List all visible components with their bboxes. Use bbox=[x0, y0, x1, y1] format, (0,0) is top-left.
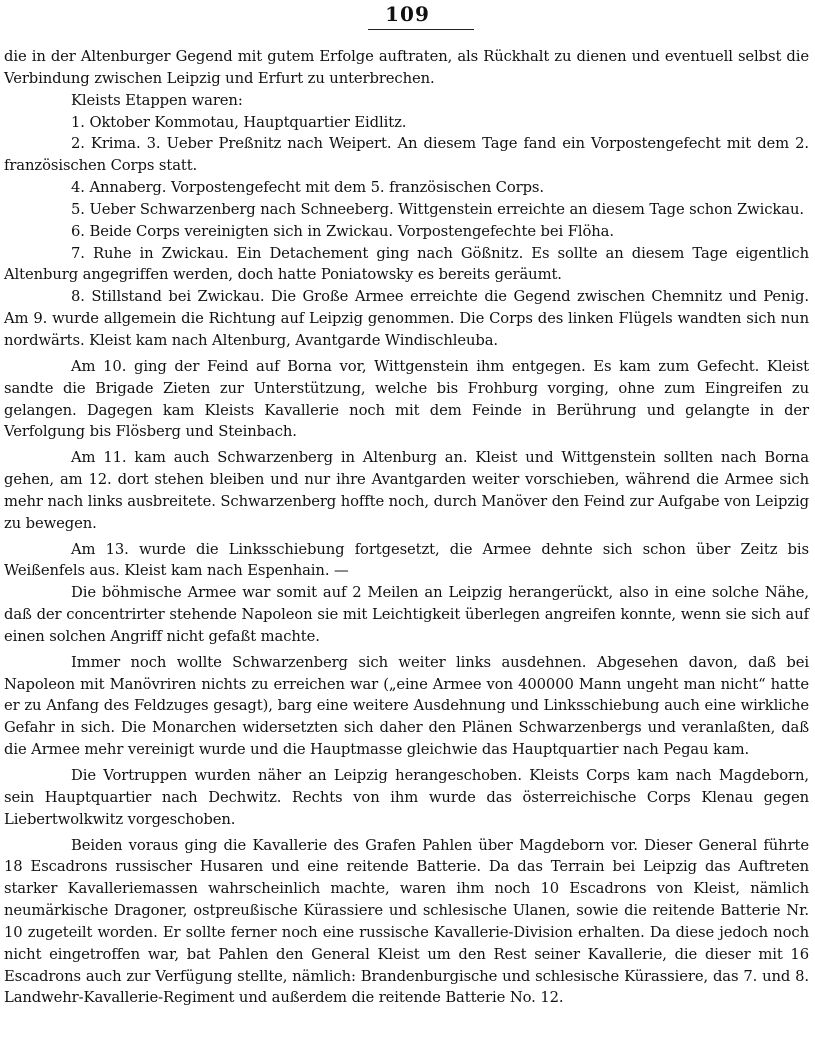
paragraph: 5. Ueber Schwarzenberg nach Schneeberg. Wittgenstein erreichte an diesem Tage schon Zwickau. bbox=[71, 200, 804, 218]
paragraph: 6. Beide Corps vereinigten sich in Zwickau. Vorpostengefechte bei Flöha. bbox=[71, 222, 614, 240]
paragraph: Die böhmische Armee war somit auf 2 Meilen an Leipzig herangerückt, also in eine solche Nähe, daß der concentrirter stehende Napoleon sie mit Leichtigkeit überlegen angreifen konnte, wenn sie sich auf einen solchen Angriff nicht gefaßt machte. bbox=[4, 584, 809, 645]
paragraph: Am 10. ging der Feind auf Borna vor, Wittgenstein ihm entgegen. Es kam zum Gefecht. Kleist sandte die Brigade Zieten zur Unterstützung, welche bis Frohburg vorging, ohne zum Eingreifen zu gelangen. Dagegen kam Kleists Kavallerie noch mit dem Feinde in Berührung und gelangte in der Verfolgung bis Flösberg und Steinbach. bbox=[4, 357, 809, 441]
paragraph: Immer noch wollte Schwarzenberg sich weiter links ausdehnen. Abgesehen davon, daß bei Napoleon mit Manövriren nichts zu erreichen war („eine Armee von 400000 Mann ungeht man nicht“ hatte er zu Anfang des Feldzuges gesagt), barg eine weitere Ausdehnung und Linksschiebung auch eine wirkliche Gefahr in sich. Die Monarchen widersetzten sich daher den Plänen Schwarzenbergs und veranlaßten, daß die Armee mehr vereinigt wurde und die Hauptmasse gleichwie das Hauptquartier nach Pegau kam. bbox=[4, 653, 809, 759]
paragraph: Am 13. wurde die Linksschiebung fortgesetzt, die Armee dehnte sich schon über Zeitz bis Weißenfels aus. Kleist kam nach Espenhain. — bbox=[4, 540, 809, 580]
paragraph: 2. Krima. 3. Ueber Preßnitz nach Weipert. An diesem Tage fand ein Vorpostengefecht mit dem 2. französischen Corps statt. bbox=[4, 135, 809, 175]
paragraph: 7. Ruhe in Zwickau. Ein Detachement ging nach Gößnitz. Es sollte an diesem Tage eigentlich Altenburg angegriffen werden, doch hatte Poniatowsky es bereits geräumt. bbox=[4, 244, 809, 284]
paragraph: 4. Annaberg. Vorpostengefecht mit dem 5. französischen Corps. bbox=[71, 179, 544, 197]
paragraph: Beiden voraus ging die Kavallerie des Grafen Pahlen über Magdeborn vor. Dieser General führte 18 Escadrons russischer Husaren und eine reitende Batterie. Da das Terrain bei Leipzig das Auftreten starker Kavalleriemassen wahrscheinlich machte, waren ihm noch 10 Escadrons von Kleist, nämlich neumärkische Dragoner, ostpreußische Kürassiere und schlesische Ulanen, sowie die reitende Batterie Nr. 10 zugeteilt worden. Er sollte ferner noch eine russische Kavallerie-Division erhalten. Da diese jedoch noch nicht eingetroffen war, bat Pahlen den General Kleist um den Rest seiner Kavallerie, die dieser mit 16 Escadrons auch zur Verfügung stellte, nämlich: Brandenburgische und schlesische Kürassiere, das 7. und 8. Landwehr-Kavallerie-Regiment und außerdem die reitende Batterie No. 12. bbox=[4, 836, 809, 1007]
paragraph: Kleists Etappen waren: bbox=[71, 91, 243, 109]
paragraph: die in der Altenburger Gegend mit gutem Erfolge auftraten, als Rückhalt zu dienen und eventuell selbst die Verbindung zwischen Leipzig und Erfurt zu unterbrechen. bbox=[4, 48, 809, 87]
page-number: 109 bbox=[385, 2, 430, 26]
paragraph: Am 11. kam auch Schwarzenberg in Altenburg an. Kleist und Wittgenstein sollten nach Borna gehen, am 12. dort stehen bleiben und nur ihre Avantgarden weiter vorschieben, während die Armee sich mehr nach links ausbreitete. Schwarzenberg hoffte noch, durch Manöver den Feind zur Aufgabe von Leipzig zu bewegen. bbox=[4, 449, 809, 532]
paragraph: Die Vortruppen wurden näher an Leipzig herangeschoben. Kleists Corps kam nach Magdeborn, sein Hauptquartier nach Dechwitz. Rechts von ihm wurde das österreichische Corps Klenau gegen Liebertwolkwitz vorgeschoben. bbox=[4, 767, 809, 828]
paragraph: 1. Oktober Kommotau, Hauptquartier Eidlitz. bbox=[71, 113, 407, 131]
body-text bbox=[4, 46, 809, 1009]
paragraph: 8. Stillstand bei Zwickau. Die Große Armee erreichte die Gegend zwischen Chemnitz und Penig. Am 9. wurde allgemein die Richtung auf Leipzig genommen. Die Corps des linken Flügels wandten sich nun nordwärts. Kleist kam nach Altenburg, Avantgarde Windischleuba. bbox=[4, 288, 809, 349]
header-rule bbox=[368, 29, 474, 30]
